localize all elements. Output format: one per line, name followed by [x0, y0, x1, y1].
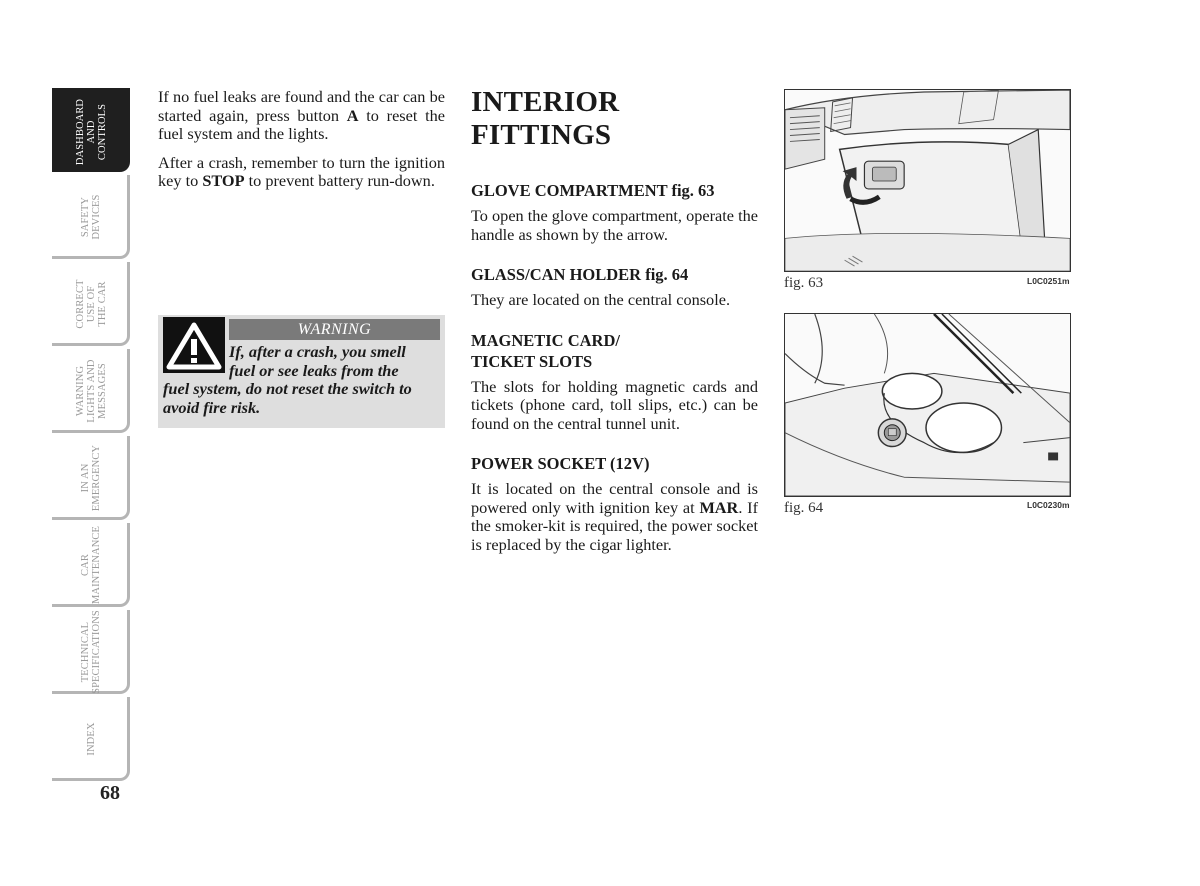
- title-line: FITTINGS: [471, 119, 612, 151]
- can-holder-illustration: [785, 314, 1070, 496]
- column-left: [158, 88, 445, 201]
- figure-64-glass-can-holder: [784, 313, 1071, 497]
- text: After a crash, remember to turn the ignition key to: [158, 152, 445, 190]
- paragraph: They are located on the central console.: [471, 290, 731, 309]
- figure-63-glove-compartment: [784, 89, 1071, 272]
- paragraph: [158, 154, 445, 191]
- paragraph: [471, 480, 758, 554]
- text: to reset the fuel system and the lights.: [158, 105, 446, 143]
- figure-63-caption: fig. 63: [784, 275, 824, 291]
- tab-warning-lights[interactable]: [52, 349, 130, 433]
- warning-line: If, after a crash, you smell: [229, 342, 406, 361]
- subhead-magnetic-card: [471, 330, 758, 372]
- warning-line: fuel or see leaks from the: [229, 360, 399, 380]
- subhead-line: TICKET SLOTS: [471, 351, 593, 371]
- text: It is located on the central console and is powered only with ignition key at: [471, 479, 758, 517]
- tab-label: IN AN EMERGENCY: [80, 444, 102, 512]
- tab-technical-specifications[interactable]: [52, 610, 130, 694]
- warning-line: fuel system, do not reset the switch to avoid fire risk.: [163, 379, 412, 417]
- button-a-ref: A: [346, 105, 359, 125]
- text: If no fuel leaks are found and the car can be started again, press button: [158, 87, 445, 125]
- figure-64-caption: fig. 64: [784, 500, 824, 516]
- page-number: 68: [100, 782, 120, 804]
- text: to prevent battery run-down.: [244, 171, 435, 190]
- tab-label: SAFETY DEVICES: [80, 194, 102, 240]
- subhead-line: MAGNETIC CARD/: [471, 330, 620, 350]
- figure-63-code: L0C0251m: [1027, 276, 1070, 286]
- mar-ref: MAR: [699, 497, 739, 517]
- tab-label: INDEX: [85, 722, 97, 756]
- tab-label: DASHBOARD AND CONTROLS: [74, 98, 108, 166]
- glove-compartment-illustration: [785, 90, 1070, 271]
- subhead-glass-can-holder: GLASS/CAN HOLDER fig. 64: [471, 265, 689, 284]
- tab-label: WARNING LIGHTS AND MESSAGES: [74, 359, 108, 423]
- paragraph: The slots for holding magnetic cards and tickets (phone card, toll slips, etc.) can be found on the central tunnel unit.: [471, 376, 758, 433]
- tab-label: CORRECT USE OF THE CAR: [74, 279, 108, 329]
- warning-title: WARNING: [229, 319, 440, 340]
- section-title: [471, 86, 758, 152]
- paragraph: To open the glove compartment, operate the handle as shown by the arrow.: [471, 206, 758, 244]
- subhead-glove-compartment: GLOVE COMPARTMENT fig. 63: [471, 181, 715, 200]
- column-middle: [471, 86, 758, 574]
- stop-ref: STOP: [202, 171, 245, 190]
- tab-car-maintenance[interactable]: [52, 523, 130, 607]
- tab-label: TECHNICAL SPECIFICATIONS: [80, 610, 102, 694]
- tab-emergency[interactable]: [52, 436, 130, 520]
- warning-text: [163, 343, 442, 417]
- subhead-power-socket: POWER SOCKET (12V): [471, 454, 650, 473]
- tab-safety-devices[interactable]: [52, 175, 130, 259]
- tab-index[interactable]: [52, 697, 130, 781]
- tab-correct-use[interactable]: [52, 262, 130, 346]
- tab-dashboard-and-controls[interactable]: [52, 88, 130, 172]
- title-line: INTERIOR: [471, 86, 620, 118]
- paragraph: [158, 88, 445, 144]
- warning-box: [158, 315, 445, 428]
- tab-label: CAR MAINTENANCE: [80, 525, 102, 605]
- text: . If the smoker-kit is required, the power socket is replaced by the cigar lighter.: [471, 497, 759, 554]
- figure-64-code: L0C0230m: [1027, 500, 1070, 510]
